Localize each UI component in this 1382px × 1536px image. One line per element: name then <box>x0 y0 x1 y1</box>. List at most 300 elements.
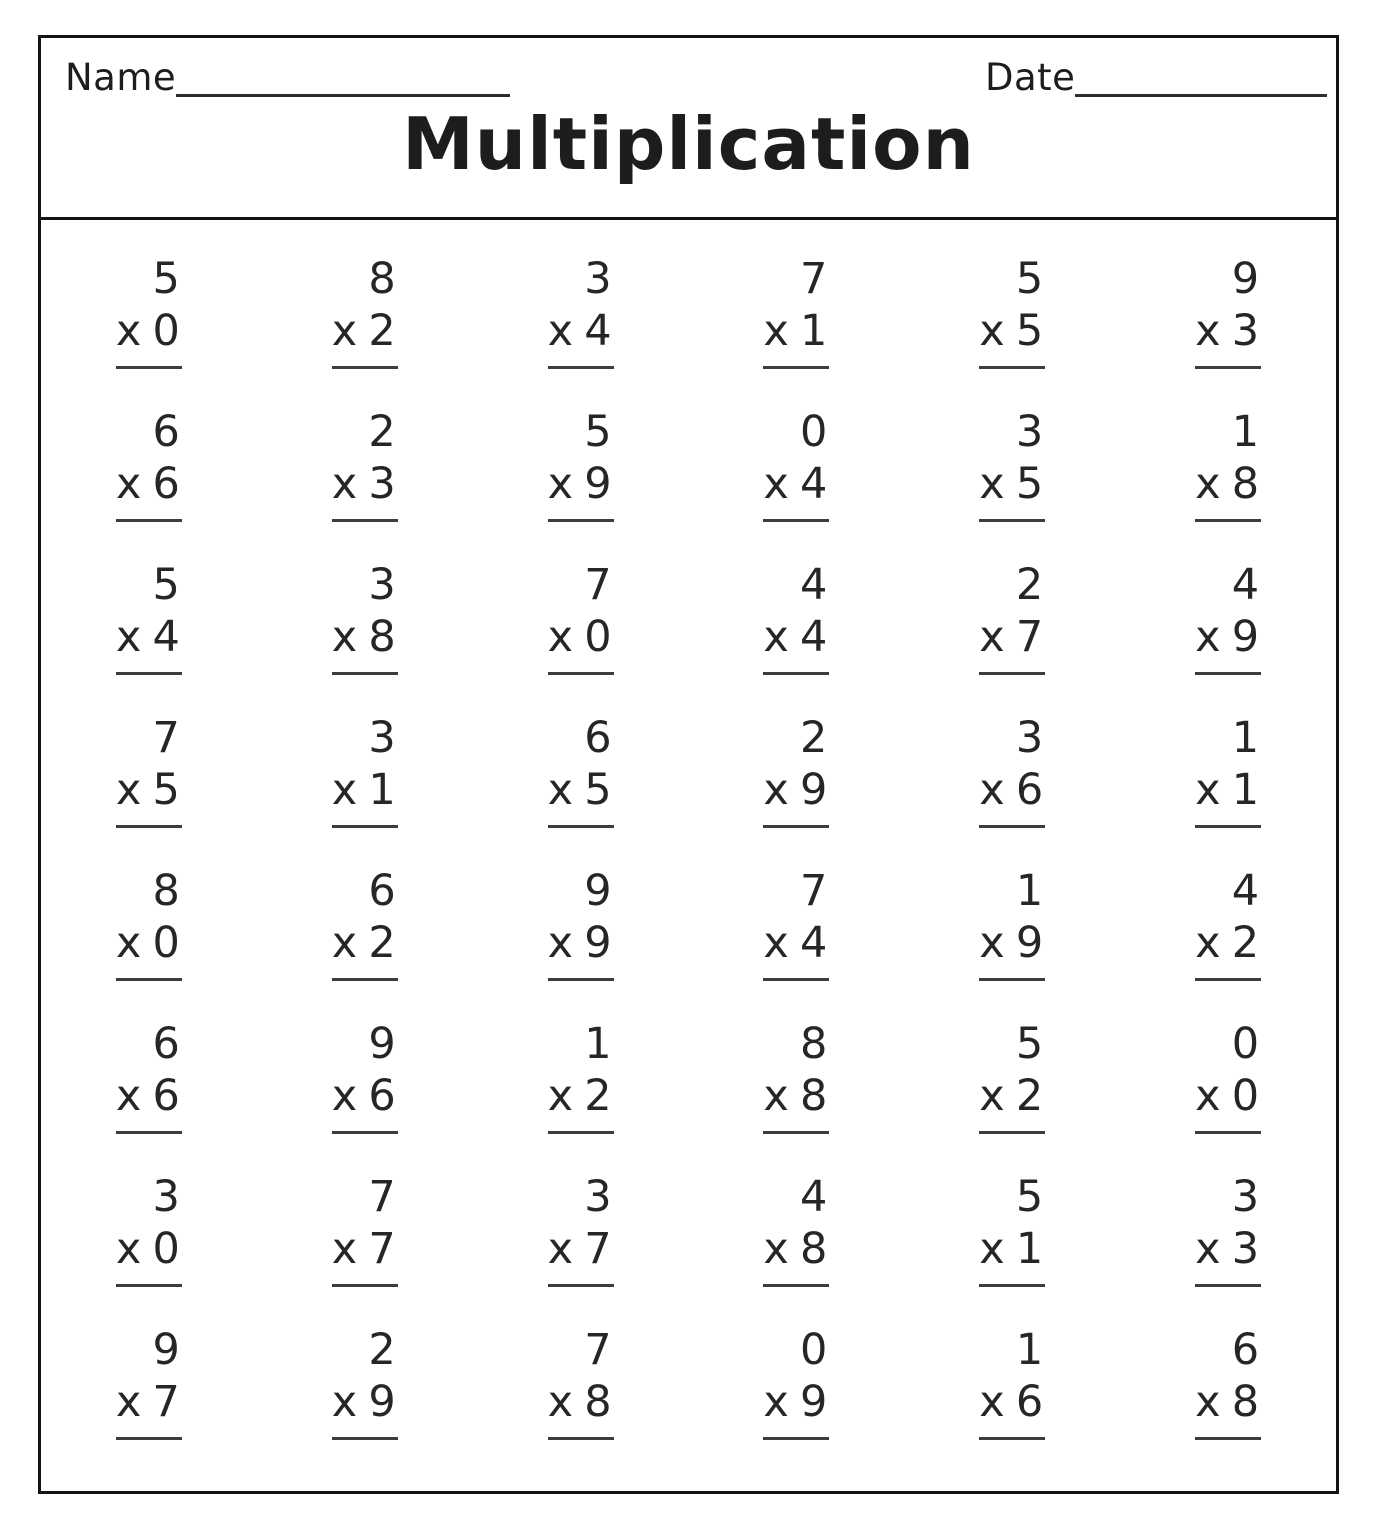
multiplier: 4 <box>152 612 180 663</box>
multiplication-problem <box>763 715 829 828</box>
multiplier-row <box>331 918 398 969</box>
answer-blank-line <box>116 672 182 675</box>
problem-cell <box>763 1327 829 1480</box>
multiplier: 4 <box>800 612 828 663</box>
problem-cell <box>332 256 398 409</box>
problem-cell <box>1195 256 1261 409</box>
multiplicand: 7 <box>800 254 828 304</box>
multiply-operator: x <box>115 459 142 510</box>
multiply-operator: x <box>547 306 574 357</box>
multiplication-problem <box>116 1327 182 1440</box>
multiplicand: 1 <box>1231 407 1260 457</box>
problems-grid <box>41 220 1336 1480</box>
multiply-operator: x <box>547 459 574 510</box>
multiply-operator: x <box>115 1377 142 1428</box>
problem-cell <box>332 868 398 1021</box>
answer-blank-line <box>1195 366 1261 369</box>
multiply-operator: x <box>547 1071 574 1122</box>
answer-blank-line <box>332 366 398 369</box>
multiplier-row <box>331 459 398 510</box>
multiplier: 2 <box>368 918 396 969</box>
answer-blank-line <box>332 1437 398 1440</box>
multiplicand: 7 <box>584 560 612 610</box>
problem-cell <box>763 1174 829 1327</box>
worksheet-title: Multiplication <box>402 102 975 186</box>
multiply-operator: x <box>1195 612 1221 663</box>
multiplier-row <box>979 1071 1045 1122</box>
multiplicand: 7 <box>800 866 828 916</box>
problem-cell <box>332 562 398 715</box>
multiplier: 1 <box>800 306 828 357</box>
multiplier-row <box>1195 612 1261 663</box>
multiplier: 1 <box>368 765 396 816</box>
multiply-operator: x <box>763 459 789 510</box>
answer-blank-line <box>763 1131 829 1134</box>
answer-blank-line <box>763 978 829 981</box>
multiply-operator: x <box>979 306 1005 357</box>
multiplication-problem <box>548 256 614 369</box>
multiplicand: 3 <box>584 254 612 304</box>
multiplier-row <box>331 306 398 357</box>
multiplier: 8 <box>1231 1377 1260 1428</box>
multiplier-row <box>763 1377 829 1428</box>
multiply-operator: x <box>763 765 789 816</box>
multiplicand: 5 <box>584 407 612 457</box>
answer-blank-line <box>979 1437 1045 1440</box>
multiplier: 0 <box>584 612 612 663</box>
multiplication-problem <box>979 1174 1045 1287</box>
answer-blank-line <box>979 672 1045 675</box>
problem-cell <box>332 715 398 868</box>
multiplier: 3 <box>368 459 396 510</box>
multiplier-row <box>763 765 829 816</box>
multiply-operator: x <box>115 612 142 663</box>
multiplication-problem <box>332 1174 398 1287</box>
multiply-operator: x <box>331 918 358 969</box>
multiply-operator: x <box>979 612 1005 663</box>
multiplier-row <box>547 1071 614 1122</box>
problem-cell <box>979 1174 1045 1327</box>
answer-blank-line <box>548 672 614 675</box>
multiplier: 7 <box>368 1224 396 1275</box>
multiplication-problem <box>979 868 1045 981</box>
answer-blank-line <box>116 1131 182 1134</box>
answer-blank-line <box>116 825 182 828</box>
multiplier-row <box>979 612 1045 663</box>
problem-cell <box>1195 562 1261 715</box>
multiplier: 9 <box>800 765 828 816</box>
multiplier-row <box>331 1224 398 1275</box>
date-row <box>985 54 1327 99</box>
problem-cell <box>1195 868 1261 1021</box>
problem-cell <box>979 1327 1045 1480</box>
multiplier-row <box>547 459 614 510</box>
multiply-operator: x <box>763 1377 789 1428</box>
multiply-operator: x <box>115 1071 142 1122</box>
multiplier-row <box>1195 1071 1261 1122</box>
multiplication-problem <box>332 256 398 369</box>
multiplication-problem <box>548 715 614 828</box>
multiplier: 1 <box>1231 765 1260 816</box>
multiplication-problem <box>763 562 829 675</box>
multiplicand: 8 <box>800 1019 828 1069</box>
multiplier-row <box>979 306 1045 357</box>
multiply-operator: x <box>1195 1071 1221 1122</box>
problem-cell <box>1195 1327 1261 1480</box>
multiplier: 6 <box>152 459 180 510</box>
multiplicand: 1 <box>1015 1325 1044 1375</box>
answer-blank-line <box>763 672 829 675</box>
multiply-operator: x <box>331 1071 358 1122</box>
answer-blank-line <box>548 1284 614 1287</box>
problem-cell <box>548 256 614 409</box>
problem-cell <box>1195 715 1261 868</box>
multiplication-problem <box>979 1021 1045 1134</box>
multiplicand: 0 <box>800 407 828 457</box>
multiplication-problem <box>116 409 182 522</box>
answer-blank-line <box>548 366 614 369</box>
answer-blank-line <box>763 519 829 522</box>
multiplier: 8 <box>800 1224 828 1275</box>
multiplier: 5 <box>152 765 180 816</box>
multiplication-problem <box>332 868 398 981</box>
multiplier-row <box>331 612 398 663</box>
answer-blank-line <box>332 1284 398 1287</box>
multiply-operator: x <box>979 459 1005 510</box>
multiplicand: 9 <box>584 866 612 916</box>
answer-blank-line <box>1195 672 1261 675</box>
answer-blank-line <box>548 519 614 522</box>
problem-cell <box>116 256 182 409</box>
multiplier-row <box>1195 1377 1261 1428</box>
multiplicand: 0 <box>800 1325 828 1375</box>
multiplier-row <box>979 1224 1045 1275</box>
multiplication-problem <box>763 868 829 981</box>
multiply-operator: x <box>763 612 789 663</box>
multiplicand: 7 <box>584 1325 612 1375</box>
problem-cell <box>332 1174 398 1327</box>
answer-blank-line <box>979 366 1045 369</box>
multiplier-row <box>115 1377 182 1428</box>
multiplication-problem <box>548 1021 614 1134</box>
multiplication-problem <box>1195 1174 1261 1287</box>
multiplication-problem <box>548 562 614 675</box>
multiply-operator: x <box>331 765 358 816</box>
multiplier-row <box>547 918 614 969</box>
multiplier-row <box>1195 918 1261 969</box>
multiplication-problem <box>548 868 614 981</box>
multiply-operator: x <box>547 918 574 969</box>
answer-blank-line <box>332 519 398 522</box>
multiplier-row <box>115 459 182 510</box>
answer-blank-line <box>548 978 614 981</box>
multiplication-problem <box>332 715 398 828</box>
problem-cell <box>979 868 1045 1021</box>
multiplier-row <box>979 918 1045 969</box>
worksheet-page <box>38 35 1339 1494</box>
answer-blank-line <box>763 366 829 369</box>
multiplier: 0 <box>152 306 180 357</box>
multiplicand: 0 <box>1231 1019 1260 1069</box>
multiplicand: 2 <box>1015 560 1044 610</box>
multiplier-row <box>763 1224 829 1275</box>
multiplier-row <box>1195 459 1261 510</box>
problem-cell <box>763 1021 829 1174</box>
answer-blank-line <box>332 978 398 981</box>
multiplier: 4 <box>800 918 828 969</box>
multiplier-row <box>979 1377 1045 1428</box>
multiplier: 2 <box>584 1071 612 1122</box>
multiplier: 9 <box>368 1377 396 1428</box>
multiply-operator: x <box>115 918 142 969</box>
answer-blank-line <box>116 366 182 369</box>
multiplicand: 2 <box>800 713 828 763</box>
problem-cell <box>548 715 614 868</box>
multiplier: 0 <box>1231 1071 1260 1122</box>
multiply-operator: x <box>763 1224 789 1275</box>
multiplier: 0 <box>152 1224 180 1275</box>
multiplication-problem <box>763 1174 829 1287</box>
multiplier: 1 <box>1015 1224 1044 1275</box>
multiply-operator: x <box>1195 1377 1221 1428</box>
problem-cell <box>763 715 829 868</box>
multiplier-row <box>547 1377 614 1428</box>
answer-blank-line <box>1195 1284 1261 1287</box>
multiplicand: 8 <box>368 254 396 304</box>
problem-cell <box>548 1327 614 1480</box>
multiplication-problem <box>763 1021 829 1134</box>
multiplicand: 3 <box>1231 1172 1260 1222</box>
multiplication-problem <box>1195 1021 1261 1134</box>
multiplier-row <box>547 306 614 357</box>
multiplier: 5 <box>1015 306 1044 357</box>
multiply-operator: x <box>547 1224 574 1275</box>
multiplier: 9 <box>800 1377 828 1428</box>
answer-blank-line <box>1195 978 1261 981</box>
multiplier-row <box>331 1377 398 1428</box>
problem-cell <box>332 1327 398 1480</box>
multiplication-problem <box>116 715 182 828</box>
answer-blank-line <box>979 978 1045 981</box>
multiplicand: 5 <box>1015 1019 1044 1069</box>
problem-cell <box>116 1327 182 1480</box>
multiplier: 8 <box>368 612 396 663</box>
problem-cell <box>116 715 182 868</box>
problem-cell <box>979 1021 1045 1174</box>
multiplier-row <box>331 1071 398 1122</box>
multiplicand: 4 <box>1231 866 1260 916</box>
answer-blank-line <box>116 519 182 522</box>
multiplier-row <box>763 918 829 969</box>
multiply-operator: x <box>763 1071 789 1122</box>
multiply-operator: x <box>547 765 574 816</box>
multiplication-problem <box>332 562 398 675</box>
multiplicand: 4 <box>800 1172 828 1222</box>
problem-cell <box>116 1174 182 1327</box>
multiplicand: 5 <box>1015 1172 1044 1222</box>
multiplication-problem <box>548 1327 614 1440</box>
multiplication-problem <box>116 562 182 675</box>
multiplier: 8 <box>584 1377 612 1428</box>
name-label: Name <box>65 56 177 99</box>
multiplier-row <box>1195 1224 1261 1275</box>
multiplier: 6 <box>1015 1377 1044 1428</box>
multiplier: 3 <box>1231 1224 1260 1275</box>
answer-blank-line <box>1195 1131 1261 1134</box>
multiply-operator: x <box>331 306 358 357</box>
multiplication-problem <box>979 256 1045 369</box>
multiplier: 6 <box>152 1071 180 1122</box>
multiplicand: 4 <box>1231 560 1260 610</box>
multiplier-row <box>115 306 182 357</box>
multiplier-row <box>115 765 182 816</box>
multiplicand: 2 <box>368 1325 396 1375</box>
multiplication-problem <box>548 409 614 522</box>
answer-blank-line <box>979 519 1045 522</box>
answer-blank-line <box>1195 825 1261 828</box>
multiplier: 5 <box>1015 459 1044 510</box>
multiplicand: 1 <box>584 1019 612 1069</box>
multiply-operator: x <box>1195 918 1221 969</box>
problem-cell <box>763 256 829 409</box>
multiplicand: 6 <box>152 407 180 457</box>
answer-blank-line <box>763 825 829 828</box>
answer-blank-line <box>1195 1437 1261 1440</box>
multiplication-problem <box>1195 715 1261 828</box>
multiplicand: 3 <box>152 1172 180 1222</box>
problem-cell <box>1195 1021 1261 1174</box>
problem-cell <box>116 1021 182 1174</box>
multiplier: 2 <box>368 306 396 357</box>
multiplication-problem <box>979 562 1045 675</box>
multiplier: 6 <box>368 1071 396 1122</box>
multiplier: 3 <box>1231 306 1260 357</box>
multiply-operator: x <box>547 612 574 663</box>
multiplication-problem <box>116 1021 182 1134</box>
multiplier: 5 <box>584 765 612 816</box>
multiplier-row <box>763 612 829 663</box>
multiplicand: 5 <box>152 560 180 610</box>
problem-cell <box>548 1021 614 1174</box>
multiplier: 7 <box>584 1224 612 1275</box>
multiplicand: 1 <box>1015 866 1044 916</box>
name-row <box>65 54 510 99</box>
problem-cell <box>979 256 1045 409</box>
multiplicand: 9 <box>152 1325 180 1375</box>
multiplier: 4 <box>800 459 828 510</box>
answer-blank-line <box>548 1437 614 1440</box>
answer-blank-line <box>979 825 1045 828</box>
answer-blank-line <box>332 1131 398 1134</box>
multiply-operator: x <box>331 1377 358 1428</box>
answer-blank-line <box>763 1437 829 1440</box>
multiplicand: 8 <box>152 866 180 916</box>
multiplier: 9 <box>1231 612 1260 663</box>
multiplicand: 9 <box>1231 254 1260 304</box>
problem-cell <box>763 868 829 1021</box>
multiplication-problem <box>1195 562 1261 675</box>
worksheet-header <box>41 38 1336 220</box>
multiplier: 9 <box>584 459 612 510</box>
multiplier-row <box>763 1071 829 1122</box>
multiplication-problem <box>979 715 1045 828</box>
multiplication-problem <box>763 409 829 522</box>
multiplier: 7 <box>152 1377 180 1428</box>
multiplicand: 6 <box>584 713 612 763</box>
multiply-operator: x <box>115 765 142 816</box>
date-label: Date <box>985 56 1076 99</box>
multiplication-problem <box>548 1174 614 1287</box>
multiplicand: 3 <box>1015 407 1044 457</box>
multiplication-problem <box>116 868 182 981</box>
problem-cell <box>548 562 614 715</box>
multiply-operator: x <box>979 1224 1005 1275</box>
multiplicand: 2 <box>368 407 396 457</box>
problem-cell <box>1195 1174 1261 1327</box>
multiplication-problem <box>1195 1327 1261 1440</box>
problem-cell <box>116 409 182 562</box>
multiplier-row <box>115 1224 182 1275</box>
multiplication-problem <box>763 1327 829 1440</box>
multiplier-row <box>115 1071 182 1122</box>
answer-blank-line <box>332 672 398 675</box>
answer-blank-line <box>332 825 398 828</box>
answer-blank-line <box>116 1437 182 1440</box>
multiplicand: 4 <box>800 560 828 610</box>
answer-blank-line <box>116 978 182 981</box>
problem-cell <box>116 868 182 1021</box>
multiplier: 9 <box>584 918 612 969</box>
multiply-operator: x <box>979 1377 1005 1428</box>
multiplier-row <box>979 459 1045 510</box>
multiply-operator: x <box>1195 765 1221 816</box>
multiply-operator: x <box>115 306 142 357</box>
multiplication-problem <box>332 1021 398 1134</box>
answer-blank-line <box>979 1284 1045 1287</box>
multiplicand: 1 <box>1231 713 1260 763</box>
multiply-operator: x <box>979 765 1005 816</box>
problem-cell <box>1195 409 1261 562</box>
multiplication-problem <box>332 409 398 522</box>
multiply-operator: x <box>547 1377 574 1428</box>
multiplicand: 5 <box>1015 254 1044 304</box>
problem-cell <box>332 1021 398 1174</box>
multiplicand: 3 <box>1015 713 1044 763</box>
multiplication-problem <box>763 256 829 369</box>
multiplier: 2 <box>1231 918 1260 969</box>
multiplicand: 3 <box>368 713 396 763</box>
multiplier: 4 <box>584 306 612 357</box>
multiplication-problem <box>979 1327 1045 1440</box>
multiplication-problem <box>1195 409 1261 522</box>
multiplier: 0 <box>152 918 180 969</box>
problem-cell <box>979 409 1045 562</box>
multiply-operator: x <box>763 918 789 969</box>
multiplier: 9 <box>1015 918 1044 969</box>
multiplicand: 6 <box>152 1019 180 1069</box>
multiplier-row <box>547 1224 614 1275</box>
multiply-operator: x <box>1195 1224 1221 1275</box>
multiplicand: 6 <box>1231 1325 1260 1375</box>
multiplication-problem <box>1195 256 1261 369</box>
date-blank-line <box>1075 54 1327 97</box>
multiplication-problem <box>116 1174 182 1287</box>
name-blank-line <box>176 54 510 97</box>
multiplicand: 6 <box>368 866 396 916</box>
multiplicand: 7 <box>152 713 180 763</box>
answer-blank-line <box>548 825 614 828</box>
multiplier-row <box>1195 765 1261 816</box>
